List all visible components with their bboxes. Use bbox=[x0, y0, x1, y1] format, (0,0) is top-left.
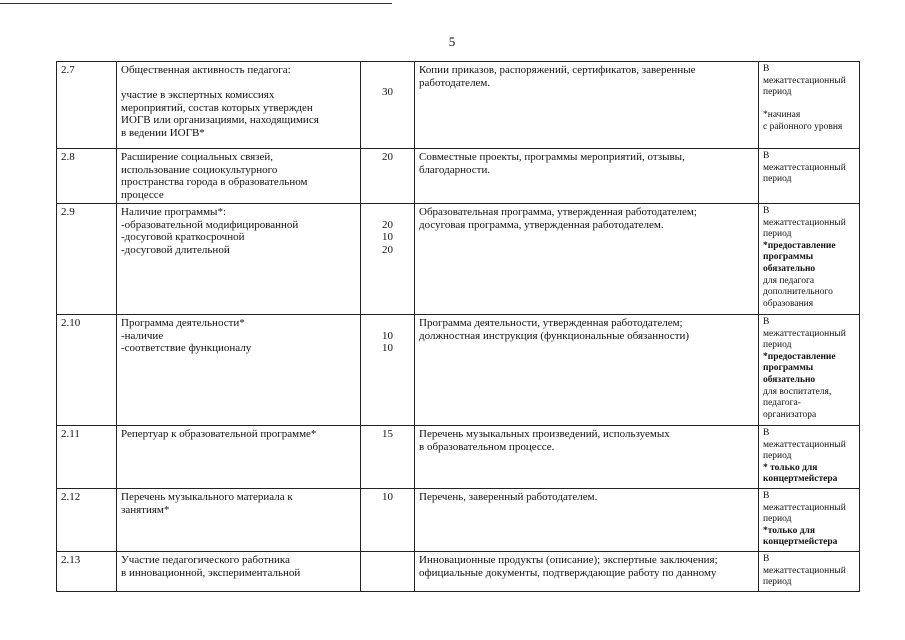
criterion-text: Общественная активность педагога: участие в экспертных комиссиях мероприятий, состав которых утвержден ИОГВ или организациями, находящимися в ведении ИОГВ* bbox=[117, 62, 361, 149]
top-rule bbox=[0, 3, 392, 4]
table-row bbox=[57, 426, 860, 489]
criterion-text: Перечень музыкального материала к занятиям* bbox=[117, 489, 361, 552]
table-row bbox=[57, 62, 860, 149]
note-cell: В межаттестационный период * только для концертмейстера bbox=[759, 426, 860, 489]
note-cell: В межаттестационный период *предоставление программы обязательно для воспитателя, педагога- организатора bbox=[759, 315, 860, 426]
note-cell: В межаттестационный период *предоставление программы обязательно для педагога дополнительного образования bbox=[759, 204, 860, 315]
note-cell: В межаттестационный период *только для концертмейстера bbox=[759, 489, 860, 552]
documents-cell: Программа деятельности, утвержденная работодателем; должностная инструкция (функциональные обязанности) bbox=[415, 315, 759, 426]
row-number: 2.7 bbox=[57, 62, 117, 149]
points-cell: 15 bbox=[361, 426, 415, 489]
documents-cell: Образовательная программа, утвержденная работодателем; досуговая программа, утвержденная работодателем. bbox=[415, 204, 759, 315]
row-number: 2.8 bbox=[57, 149, 117, 204]
note-cell: В межаттестационный период bbox=[759, 149, 860, 204]
criterion-text: Наличие программы*: -образовательной модифицированной -досуговой краткосрочной -досуговой длительной bbox=[117, 204, 361, 315]
documents-cell: Совместные проекты, программы мероприятий, отзывы, благодарности. bbox=[415, 149, 759, 204]
points-cell: 20 10 20 bbox=[361, 204, 415, 315]
table-row bbox=[57, 489, 860, 552]
row-number: 2.9 bbox=[57, 204, 117, 315]
points-cell: 10 bbox=[361, 489, 415, 552]
note-cell: В межаттестационный период bbox=[759, 552, 860, 592]
points-cell: 20 bbox=[361, 149, 415, 204]
row-number: 2.12 bbox=[57, 489, 117, 552]
points-cell: 30 bbox=[361, 62, 415, 149]
criteria-table bbox=[56, 61, 860, 592]
table-row bbox=[57, 552, 860, 592]
row-number: 2.10 bbox=[57, 315, 117, 426]
criterion-text: Участие педагогического работника в инновационной, экспериментальной bbox=[117, 552, 361, 592]
documents-cell: Копии приказов, распоряжений, сертификатов, заверенные работодателем. bbox=[415, 62, 759, 149]
table-row bbox=[57, 204, 860, 315]
criterion-text: Расширение социальных связей, использование социокультурного пространства города в образовательном процессе bbox=[117, 149, 361, 204]
note-cell: В межаттестационный период *начиная с районного уровня bbox=[759, 62, 860, 149]
table-row bbox=[57, 149, 860, 204]
criterion-text: Программа деятельности* -наличие -соответствие функционалу bbox=[117, 315, 361, 426]
documents-cell: Перечень, заверенный работодателем. bbox=[415, 489, 759, 552]
row-number: 2.11 bbox=[57, 426, 117, 489]
page-number: 5 bbox=[448, 34, 456, 49]
documents-cell: Инновационные продукты (описание); экспертные заключения; официальные документы, подтверждающие работу по данному bbox=[415, 552, 759, 592]
points-cell bbox=[361, 552, 415, 592]
criterion-text: Репертуар к образовательной программе* bbox=[117, 426, 361, 489]
table-row bbox=[57, 315, 860, 426]
documents-cell: Перечень музыкальных произведений, используемых в образовательном процессе. bbox=[415, 426, 759, 489]
points-cell: 10 10 bbox=[361, 315, 415, 426]
row-number: 2.13 bbox=[57, 552, 117, 592]
